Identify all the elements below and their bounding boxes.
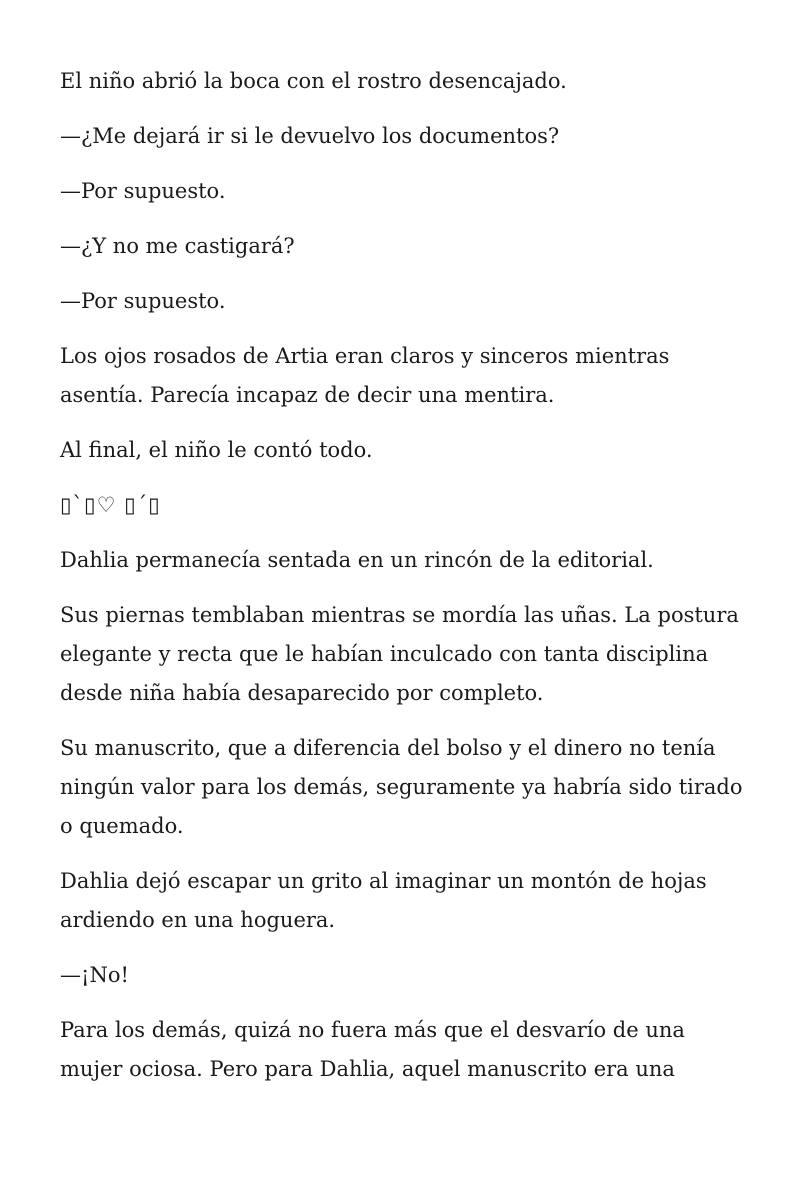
paragraph: Al final, el niño le contó todo. bbox=[60, 438, 373, 462]
paragraph: El niño abrió la boca con el rostro desencajado. bbox=[60, 69, 567, 93]
paragraph: —¡No! bbox=[60, 963, 129, 987]
document-body bbox=[60, 62, 750, 1105]
paragraph: Sus piernas temblaban mientras se mordía las uñas. La postura elegante y recta que le habían inculcado con tanta disciplina desde niña había desaparecido por completo. bbox=[60, 603, 739, 705]
paragraph: Dahlia permanecía sentada en un rincón de la editorial. bbox=[60, 548, 654, 572]
paragraph: Dahlia dejó escapar un grito al imaginar un montón de hojas ardiendo en una hoguera. bbox=[60, 869, 707, 932]
paragraph: Para los demás, quizá no fuera más que el desvarío de una mujer ociosa. Pero para Dahlia, aquel manuscrito era una bbox=[60, 1018, 685, 1081]
paragraph: —¿Me dejará ir si le devuelvo los documentos? bbox=[60, 124, 560, 148]
paragraph: —Por supuesto. bbox=[60, 179, 226, 203]
paragraph: Su manuscrito, que a diferencia del bolso y el dinero no tenía ningún valor para los demás, seguramente ya habría sido tirado o quemado. bbox=[60, 736, 743, 838]
paragraph: Los ojos rosados de Artia eran claros y sinceros mientras asentía. Parecía incapaz de decir una mentira. bbox=[60, 344, 670, 407]
paragraph: —¿Y no me castigará? bbox=[60, 234, 295, 258]
paragraph: —Por supuesto. bbox=[60, 289, 226, 313]
section-separator: ▯`▯♡ ▯´▯ bbox=[60, 493, 161, 517]
